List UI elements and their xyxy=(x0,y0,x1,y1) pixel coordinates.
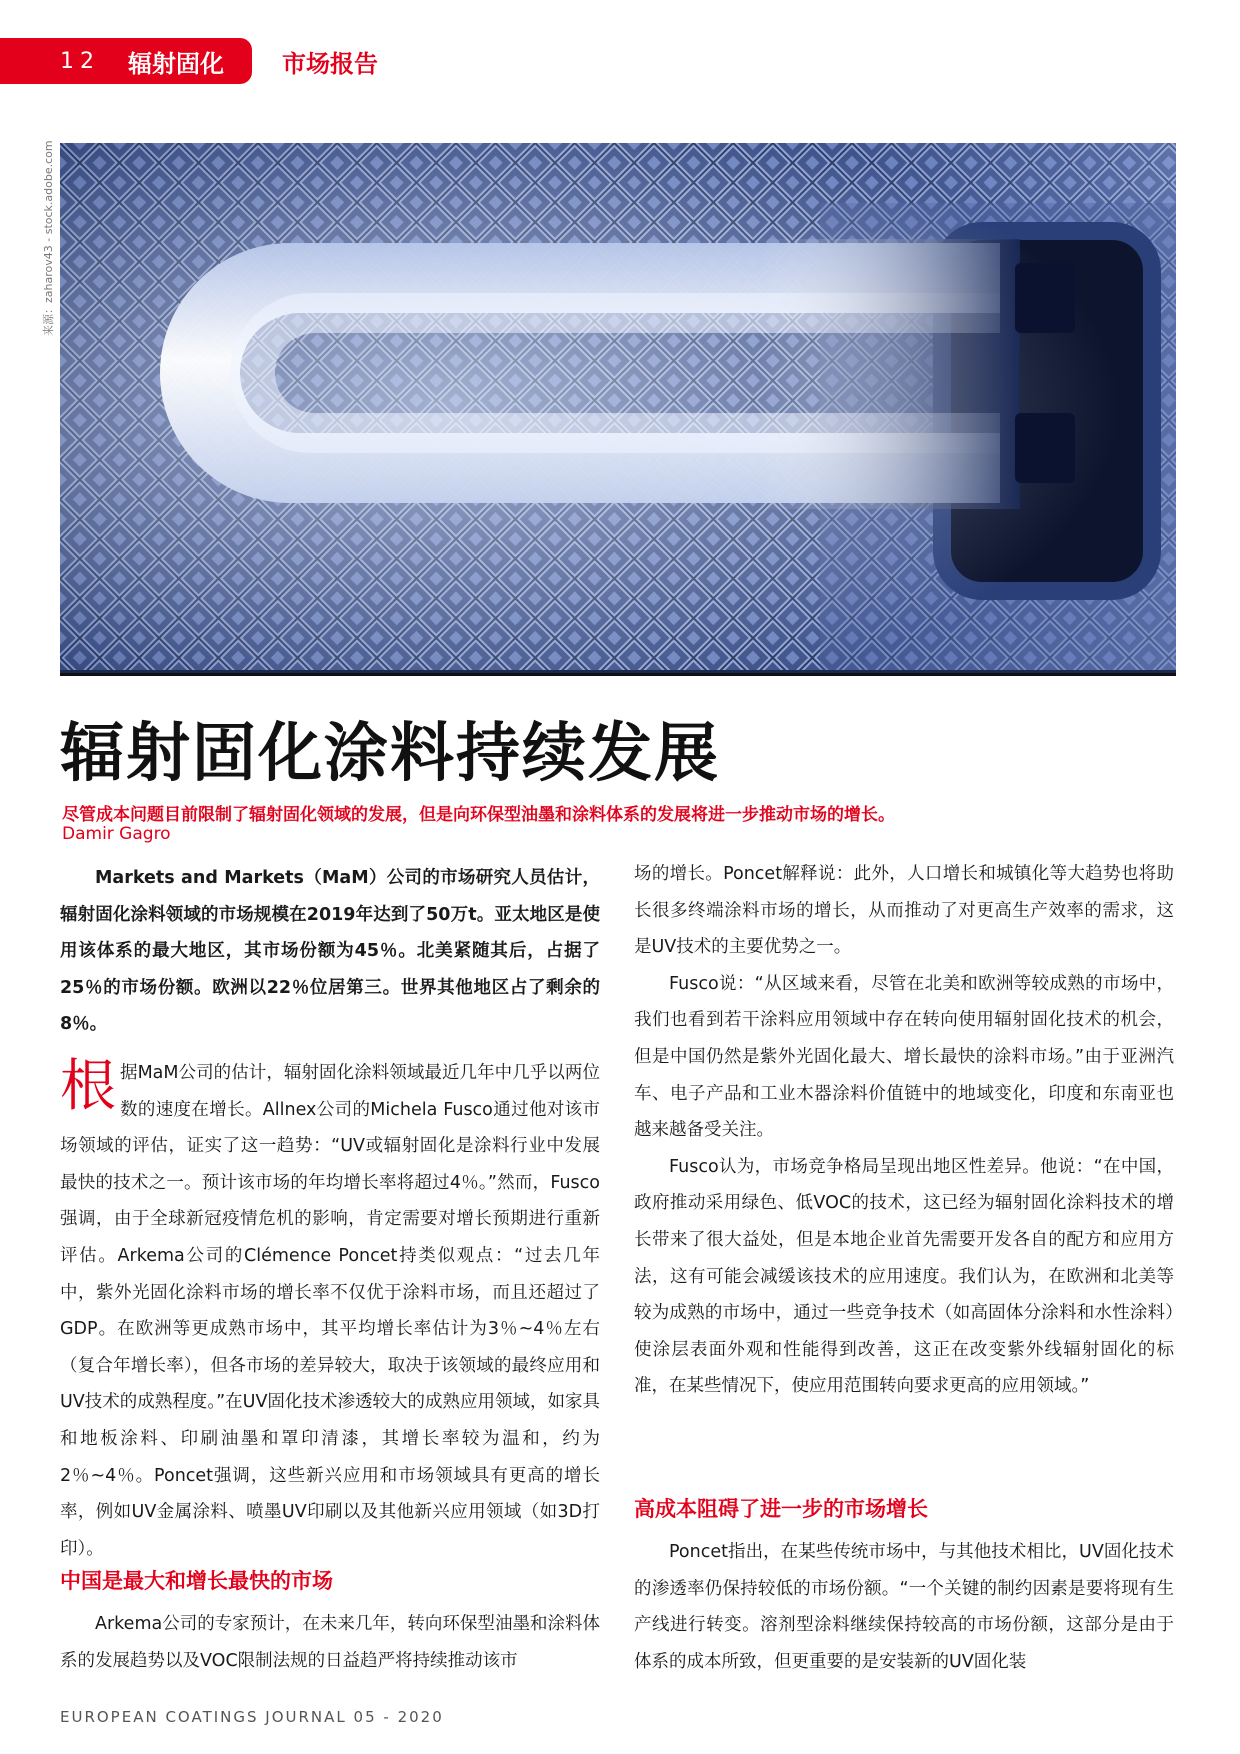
uv-lamp-photo xyxy=(60,143,1176,670)
subheading-cost: 高成本阻碍了进一步的市场增长 xyxy=(634,1497,928,1521)
page-number: 12 xyxy=(60,48,100,74)
left-column-bottom xyxy=(60,1606,600,1679)
category-label: 市场报告 xyxy=(282,50,378,78)
article-title: 辐射固化涂料持续发展 xyxy=(60,717,720,791)
section-title: 辐射固化 xyxy=(128,49,224,78)
left-column xyxy=(60,860,600,1567)
author-name: Damir Gagro xyxy=(62,824,171,844)
subheading-china: 中国是最大和增长最快的市场 xyxy=(60,1569,333,1593)
body-paragraph: 场的增长。Poncet解释说：此外，人口增长和城镇化等大趋势也将助长很多终端涂料市场的增长，从而推动了对更高生产效率的需求，这是UV技术的主要优势之一。 xyxy=(634,864,1174,958)
body-paragraph: Poncet指出，在某些传统市场中，与其他技术相比，UV固化技术的渗透率仍保持较低的市场份额。“一个关键的制约因素是要将现有生产线进行转变。溶剂型涂料继续保持较高的市场份额，这部分是由于体系的成本所致，但更重要的是安装新的UV固化装 xyxy=(634,1542,1174,1672)
body-paragraph xyxy=(60,1055,600,1567)
body-paragraph: Fusco说：“从区域来看，尽管在北美和欧洲等较成熟的市场中，我们也看到若干涂料应用领域中存在转向使用辐射固化技术的机会，但是中国仍然是紫外光固化最大、增长最快的涂料市场。”由于亚洲汽车、电子产品和工业木器涂料价值链中的地域变化，印度和东南亚也越来越备受关注。 xyxy=(634,973,1174,1141)
right-column-bottom xyxy=(634,1534,1174,1680)
section-tab xyxy=(0,38,252,84)
article-lead: 尽管成本问题目前限制了辐射固化领域的发展，但是向环保型油墨和涂料体系的发展将进一步推动市场的增长。 xyxy=(62,805,895,825)
body-text: 据MaM公司的估计，辐射固化涂料领域最近几年中几乎以两位数的速度在增长。Allnex公司的Michela Fusco通过他对该市场领域的评估，证实了这一趋势：“UV或辐射固化是涂料行业中发展最快的技术之一。预计该市场的年均增长率将超过4％。”然而，Fusco强调，由于全球新冠疫情危机的影响，肯定需要对增长预期进行重新评估。Arkema公司的Clémence Poncet持类似观点：“过去几年中，紫外光固化涂料市场的增长率不仅优于涂料市场，而且还超过了GDP。在欧洲等更成熟市场中，其平均增长率估计为3％~4％左右（复合年增长率），但各市场的差异较大，取决于该领域的最终应用和UV技术的成熟程度。”在UV固化技术渗透较大的成熟应用领域，如家具和地板涂料、印刷油墨和罩印清漆，其增长率较为温和，约为2％~4％。Poncet强调，这些新兴应用和市场领域具有更高的增长率，例如UV金属涂料、喷墨UV印刷以及其他新兴应用领域（如3D打印）。 xyxy=(60,1062,600,1559)
body-paragraph: Arkema公司的专家预计，在未来几年，转向环保型油墨和涂料体系的发展趋势以及VOC限制法规的日益趋严将持续推动该市 xyxy=(60,1614,600,1671)
drop-cap: 根 xyxy=(60,1053,116,1119)
right-column xyxy=(634,856,1174,1405)
body-paragraph: Fusco认为，市场竞争格局呈现出地区性差异。他说：“在中国，政府推动采用绿色、低VOC的技术，这已经为辐射固化涂料技术的增长带来了很大益处，但是本地企业首先需要开发各自的配方和应用方法，这有可能会减缓该技术的应用速度。我们认为，在欧洲和北美等较为成熟的市场中，通过一些竞争技术（如高固体分涂料和水性涂料）使涂层表面外观和性能得到改善，这正在改变紫外线辐射固化的标准，在某些情况下，使应用范围转向要求更高的应用领域。” xyxy=(634,1156,1174,1397)
image-credit: 来源：zaharov43 - stock.adobe.com xyxy=(42,140,55,336)
journal-footer: EUROPEAN COATINGS JOURNAL 05 - 2020 xyxy=(60,1708,444,1726)
hero-image xyxy=(60,143,1176,676)
intro-paragraph: Markets and Markets（MaM）公司的市场研究人员估计，辐射固化涂料领域的市场规模在2019年达到了50万t。亚太地区是使用该体系的最大地区，其市场份额为45％。北美紧随其后，占据了25％的市场份额。欧洲以22％位居第三。世界其他地区占了剩余的8％。 xyxy=(60,868,600,1035)
